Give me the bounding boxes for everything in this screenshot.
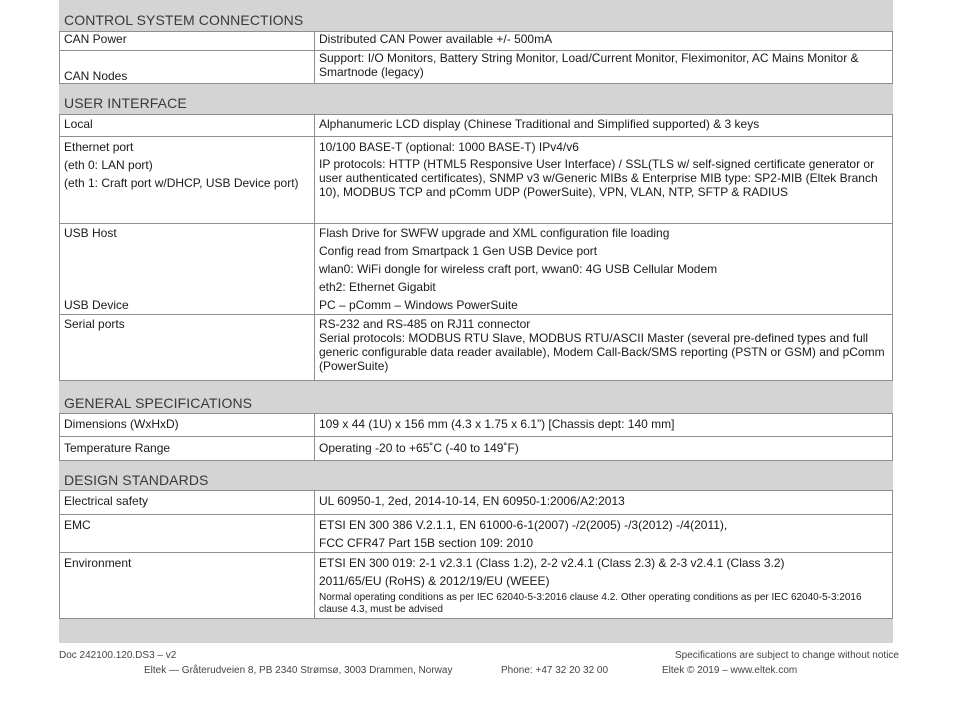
general-table — [59, 413, 893, 461]
usb-flash-value: Flash Drive for SWFW upgrade and XML configuration file loading — [319, 226, 670, 240]
usb-eth2-value: eth2: Ethernet Gigabit — [319, 280, 436, 294]
local-value: Alphanumeric LCD display (Chinese Traditional and Simplified supported) & 3 keys — [315, 115, 893, 137]
electrical-safety-label: Electrical safety — [60, 491, 315, 515]
ethernet-label-cell — [60, 137, 315, 224]
control-table — [59, 31, 893, 84]
emc-fcc-value: FCC CFR47 Part 15B section 109: 2010 — [319, 536, 534, 550]
footer-copyright: Eltek © 2019 – www.eltek.com — [662, 665, 798, 676]
electrical-safety-value: UL 60950-1, 2ed, 2014-10-14, EN 60950-1:2006/A2:2013 — [315, 491, 893, 515]
section-title-general: GENERAL SPECIFICATIONS — [64, 395, 253, 411]
dimensions-label: Dimensions (WxHxD) — [60, 414, 315, 437]
environment-note: Normal operating conditions as per IEC 62040-5-3:2016 clause 4.2. Other operating conditions as per IEC 62040-5-3:2016 clause 4.3, must be advised — [319, 592, 862, 615]
environment-label: Environment — [60, 553, 315, 619]
can-power-label: CAN Power — [60, 32, 315, 51]
usb-device-label: USB Device — [64, 298, 129, 312]
table-row — [60, 491, 893, 515]
serial-value-cell — [315, 315, 893, 381]
table-row — [60, 32, 893, 51]
table-row — [60, 224, 893, 315]
table-row — [60, 553, 893, 619]
table-row — [60, 515, 893, 553]
eth1-label: (eth 1: Craft port w/DHCP, USB Device port) — [64, 176, 299, 190]
usb-host-label: USB Host — [64, 226, 117, 240]
user-interface-table — [59, 114, 893, 381]
environment-value-cell — [315, 553, 893, 619]
ethernet-protocols-value: IP protocols: HTTP (HTML5 Responsive User Interface) / SSL(TLS w/ self-signed certificate generator or user authenticated certificates), SNMP v3 w/Generic MIBs & Enterprise MIB type: SP2-MIB (Eltek Branch 10), MODBUS TCP and pComm UDP (PowerSuite), VPN, VLAN, NTP, SFTP & RADIUS — [319, 157, 878, 199]
eth0-label: (eth 0: LAN port) — [64, 158, 153, 172]
table-row — [60, 437, 893, 461]
ethernet-value-cell — [315, 137, 893, 224]
ethernet-speed-value: 10/100 BASE-T (optional: 1000 BASE-T) IPv4/v6 — [319, 140, 579, 154]
usb-value-cell — [315, 224, 893, 315]
can-nodes-label: CAN Nodes — [60, 51, 315, 84]
usb-label-cell — [60, 224, 315, 315]
footer-disclaimer: Specifications are subject to change without notice — [674, 650, 899, 661]
ethernet-port-label: Ethernet port — [64, 140, 134, 154]
serial-protocols-value: Serial protocols: MODBUS RTU Slave, MODBUS RTU/ASCII Master (several pre-defined types and full generic configurable data reader available), Modem Call-Back/SMS reporting (PSTN or GSM) and pComm (PowerSuite) — [319, 331, 885, 373]
footer-address: Eltek — Gråterudveien 8, PB 2340 Strømsø, 3003 Drammen, Norway — [144, 665, 453, 676]
temperature-label: Temperature Range — [60, 437, 315, 461]
serial-label: Serial ports — [60, 315, 315, 381]
emc-etsi-value: ETSI EN 300 386 V.2.1.1, EN 61000-6-1(2007) -/2(2005) -/3(2012) -/4(2011), — [319, 518, 728, 532]
environment-rohs-value: 2011/65/EU (RoHS) & 2012/19/EU (WEEE) — [319, 574, 550, 588]
dimensions-value: 109 x 44 (1U) x 156 mm (4.3 x 1.75 x 6.1”) [Chassis dept: 140 mm] — [315, 414, 893, 437]
table-row — [60, 51, 893, 84]
table-row — [60, 115, 893, 137]
table-row — [60, 315, 893, 381]
emc-value-cell — [315, 515, 893, 553]
section-title-control: CONTROL SYSTEM CONNECTIONS — [64, 12, 304, 28]
emc-label: EMC — [60, 515, 315, 553]
table-row — [60, 137, 893, 224]
usb-wlan-value: wlan0: WiFi dongle for wireless craft port, wwan0: 4G USB Cellular Modem — [319, 262, 718, 276]
footer-phone: Phone: +47 32 20 32 00 — [501, 665, 609, 676]
can-power-value: Distributed CAN Power available +/- 500mA — [315, 32, 893, 51]
temperature-value: Operating -20 to +65˚C (-40 to 149˚F) — [315, 437, 893, 461]
section-title-design: DESIGN STANDARDS — [64, 472, 209, 488]
serial-connector-value: RS-232 and RS-485 on RJ11 connector — [319, 317, 531, 331]
usb-device-value: PC – pComm – Windows PowerSuite — [319, 298, 518, 312]
environment-etsi-value: ETSI EN 300 019: 2-1 v2.3.1 (Class 1.2), 2-2 v2.4.1 (Class 2.3) & 2-3 v2.4.1 (Class 3.2) — [319, 556, 785, 570]
footer-doc-number: Doc 242100.120.DS3 – v2 — [59, 650, 177, 661]
local-label: Local — [60, 115, 315, 137]
usb-config-value: Config read from Smartpack 1 Gen USB Device port — [319, 244, 598, 258]
can-nodes-value: Support: I/O Monitors, Battery String Monitor, Load/Current Monitor, Fleximonitor, AC Mains Monitor & Smartnode (legacy) — [315, 51, 893, 84]
design-table — [59, 490, 893, 619]
section-title-user-interface: USER INTERFACE — [64, 95, 187, 111]
table-row — [60, 414, 893, 437]
